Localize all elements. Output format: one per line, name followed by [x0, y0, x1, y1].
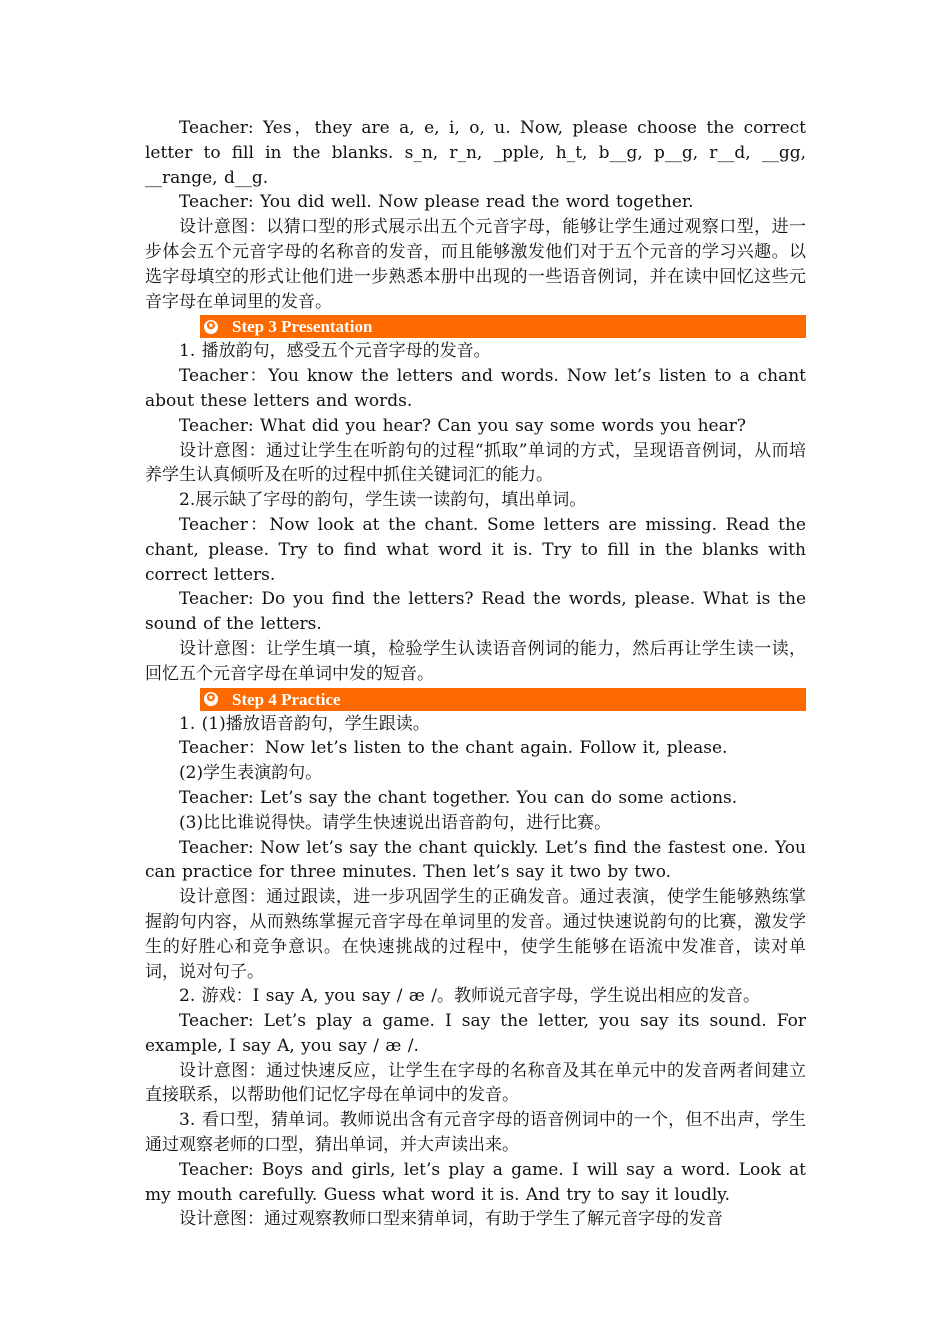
star-circle-icon: ✪ [204, 692, 218, 706]
paragraph: Teacher: Let’s play a game. I say the letter, you say its sound. For example, I say A, you say / æ /. [145, 1011, 806, 1056]
paragraph: Teacher: Let’s say the chant together. You can do some actions. [179, 787, 738, 808]
star-circle-icon: ✪ [204, 320, 218, 334]
paragraph: Teacher: Do you find the letters? Read the words, please. What is the sound of the letters. [145, 589, 806, 635]
paragraph: 设计意图：通过让学生在听韵句的过程“抓取”单词的方式，呈现语音例词，从而培养学生认真倾听及在听的过程中抓住关键词汇的能力。 [145, 440, 806, 486]
paragraph: 2. 游戏：I say A, you say / æ /。教师说元音字母，学生说出相应的发音。 [179, 986, 760, 1007]
step-3-heading-text: Step 3 Presentation [232, 317, 373, 337]
step-4-heading-bar [200, 688, 806, 711]
paragraph: 2.展示缺了字母的韵句，学生读一读韵句，填出单词。 [179, 490, 587, 511]
paragraph: (3)比比谁说得快。请学生快速说出语音韵句，进行比赛。 [179, 812, 612, 833]
paragraph: (2)学生表演韵句。 [179, 763, 323, 784]
paragraph: Teacher：Now let’s listen to the chant again. Follow it, please. [179, 738, 728, 759]
paragraph: 3. 看口型，猜单词。教师说出含有元音字母的语音例词中的一个，但不出声，学生通过观察老师的口型，猜出单词，并大声读出来。 [145, 1110, 806, 1156]
document-body [145, 116, 806, 1232]
paragraph: 设计意图：让学生填一填，检验学生认读语音例词的能力，然后再让学生读一读，回忆五个元音字母在单词中发的短音。 [145, 638, 806, 684]
step-3-heading-bar [200, 315, 806, 338]
paragraph: 设计意图：通过快速反应，让学生在字母的名称音及其在单元中的发音两者间建立直接联系，以帮助他们记忆字母在单词中的发音。 [145, 1060, 806, 1106]
paragraph: 设计意图：通过观察教师口型来猜单词，有助于学生了解元音字母的发音 [179, 1209, 723, 1230]
paragraph: 设计意图：以猜口型的形式展示出五个元音字母，能够让学生通过观察口型，进一步体会五个元音字母的名称音的发音，而且能够激发他们对于五个元音的学习兴趣。以选字母填空的形式让他们进一步熟悉本册中出现的一些语音例词，并在读中回忆这些元音字母在单词里的发音。 [145, 217, 806, 312]
paragraph: Teacher: Now let’s say the chant quickly. Let’s find the fastest one. You can practice for three minutes. Then let’s say it two by two. [145, 837, 806, 883]
paragraph: Teacher: You did well. Now please read the word together. [179, 192, 694, 213]
paragraph: Teacher：You know the letters and words. Now let’s listen to a chant about these letters and words. [145, 366, 806, 411]
paragraph: Teacher: Boys and girls, let’s play a game. I will say a word. Look at my mouth carefully. Guess what word it is. And try to say it loudly. [145, 1159, 806, 1205]
step-4-heading-text: Step 4 Practice [232, 689, 341, 709]
paragraph: 设计意图：通过跟读，进一步巩固学生的正确发音。通过表演，使学生能够熟练掌握韵句内容，从而熟练掌握元音字母在单词里的发音。通过快速说韵句的比赛，激发学生的好胜心和竞争意识。在快速挑战的过程中，使学生能够在语流中发准音，读对单词，说对句子。 [145, 887, 806, 982]
paragraph: 1. 播放韵句，感受五个元音字母的发音。 [179, 341, 491, 362]
paragraph: Teacher：Now look at the chant. Some letters are missing. Read the chant, please. Try to find what word it is. Try to fill in the blanks with correct letters. [145, 514, 806, 585]
paragraph: 1. (1)播放语音韵句，学生跟读。 [179, 713, 430, 734]
paragraph: Teacher: Yes，they are a, e, i, o, u. Now, please choose the correct letter to fill in the blanks. s_n, r_n, _pple, h_t, b__g, p__g, r__d, __gg, __range, d__g. [145, 118, 806, 188]
paragraph: Teacher: What did you hear? Can you say some words you hear? [179, 415, 746, 436]
